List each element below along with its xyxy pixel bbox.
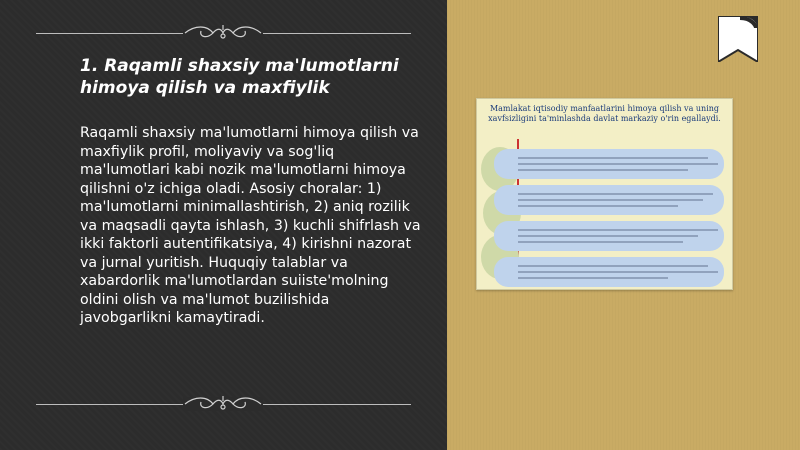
- slide-title: 1. Raqamli shaxsiy ma'lumotlarni himoya qilish va maxfiylik: [80, 56, 399, 98]
- slide-text-box: [494, 257, 724, 287]
- slide-text-box: [494, 221, 724, 251]
- slide-body-text: Raqamli shaxsiy ma'lumotlarni himoya qilish va maxfiylik profil, moliyaviy va sog'liq ma'lumotlari kabi nozik ma'lumotlarni himoya qilishni o'z ichiga oladi. Asosiy choralar: 1) ma'lumotlarni minimallashtirish, 2) aniq rozilik va maqsadli qayta ishlash, 3) kuchli shifrlash va ikki faktorli autentifikatsiya, 4) kirishni nazorat va jurnal yuritish. Huquqiy talablar va xabardorlik ma'lumotlardan suiiste'molning oldini olish va ma'lumot buzilishida javobgarlikni kamaytiradi.: [80, 125, 421, 326]
- embedded-slide-title: Mamlakat iqtisodiy manfaatlarini himoya qilish va uning xavfsizligini ta'minlashda davlat markaziy o'rin egallaydi.: [488, 104, 721, 123]
- embedded-slide-image: [476, 98, 733, 290]
- flourish-ornament-bottom: [183, 392, 263, 416]
- bookmark-ribbon-icon: [718, 16, 758, 62]
- slide-text-box: [494, 185, 724, 215]
- flourish-ornament-top: [183, 21, 263, 45]
- slide-text-box: [494, 149, 724, 179]
